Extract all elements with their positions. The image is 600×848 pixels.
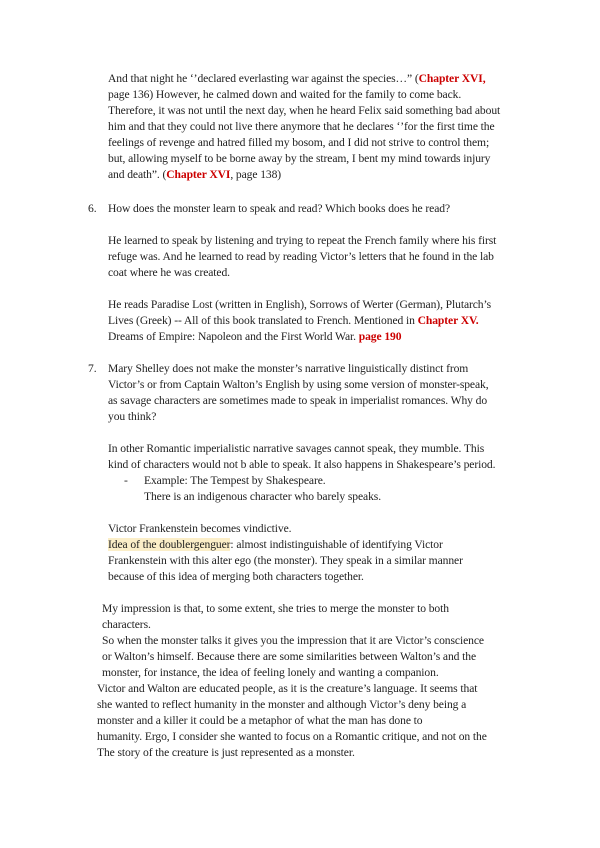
q7-question-line2: Victor’s or from Captain Walton’s English by using some version of monster-speak, bbox=[108, 378, 489, 391]
para1-line3: Therefore, it was not until the next day, when he heard Felix said something bad about bbox=[108, 104, 501, 117]
impression-line10: The story of the creature is just represented as a monster. bbox=[97, 746, 355, 759]
q7-example-line: Example: The Tempest by Shakespeare. bbox=[144, 474, 326, 487]
q7-doppelganger-text: : almost indistinguishable of identifying Victor bbox=[230, 538, 443, 551]
chapter-ref: Chapter XVI bbox=[166, 168, 231, 181]
q6-books-line2 bbox=[108, 313, 479, 328]
para1-line7 bbox=[108, 167, 281, 182]
chapter-ref: Chapter XV. bbox=[417, 314, 479, 327]
q7-question-line1: Mary Shelley does not make the monster’s narrative linguistically distinct from bbox=[108, 362, 469, 375]
highlighted-text: Idea of the doublergenguer bbox=[108, 538, 231, 551]
para1-line6: but, allowing myself to be borne away by the stream, I bent my mind towards injury bbox=[108, 152, 491, 165]
q7-doppelganger-line bbox=[108, 537, 443, 552]
q6-question: How does the monster learn to speak and read? Which books does he read? bbox=[108, 202, 450, 215]
impression-line8: monster and a killer it could be a metaphor of what the man has done to bbox=[97, 714, 423, 727]
q6-books-line3 bbox=[108, 329, 401, 344]
q6-books-line1: He reads Paradise Lost (written in English), Sorrows of Werter (German), Plutarch’s bbox=[108, 298, 492, 311]
q6-books-line2-text: Lives (Greek) -- All of this book translated to French. Mentioned in bbox=[108, 314, 418, 327]
impression-line1: My impression is that, to some extent, she tries to merge the monster to both bbox=[102, 602, 449, 615]
impression-line5: monster, for instance, the idea of feeling lonely and wanting a companion. bbox=[102, 666, 439, 679]
q7-merging-line: because of this idea of merging both characters together. bbox=[108, 570, 364, 583]
q7-answer-line2: kind of characters would not b able to speak. It also happens in Shakespeare’s period. bbox=[108, 458, 496, 471]
q7-number: 7. bbox=[88, 362, 97, 375]
impression-line3: So when the monster talks it gives you the impression that it are Victor’s conscience bbox=[102, 634, 484, 647]
para1-line7-text: and death”. ( bbox=[108, 168, 167, 181]
para1-line4: him and that they could not live there anymore that he declares ‘’for the first time the bbox=[108, 120, 495, 133]
q6-answer-line2: refuge was. And he learned to read by reading Victor’s letters that he found in the lab bbox=[108, 250, 494, 263]
q6-books-line3-text: Dreams of Empire: Napoleon and the First World War. bbox=[108, 330, 359, 343]
q7-alter-ego-line: Frankenstein with this alter ego (the monster). They speak in a similar manner bbox=[108, 554, 463, 567]
impression-line2: characters. bbox=[102, 618, 151, 631]
impression-line9: humanity. Ergo, I consider she wanted to focus on a Romantic critique, and not on the bbox=[97, 730, 487, 743]
q7-question-line4: you think? bbox=[108, 410, 157, 423]
page-ref: page 190 bbox=[358, 330, 402, 343]
para1-line5: feelings of revenge and hatred filled my bosom, and I did not strive to control them; bbox=[108, 136, 490, 149]
impression-line4: or Walton’s himself. Because there are some similarities between Walton’s and the bbox=[102, 650, 477, 663]
impression-line7: she wanted to reflect humanity in the monster and although Victor’s deny being a bbox=[97, 698, 467, 711]
chapter-ref: Chapter XVI, bbox=[418, 72, 486, 85]
para1-line1 bbox=[108, 71, 486, 86]
q6-number: 6. bbox=[88, 202, 97, 215]
para1-line2: page 136) However, he calmed down and waited for the family to come back. bbox=[108, 88, 462, 101]
q7-vindictive-line: Victor Frankenstein becomes vindictive. bbox=[108, 522, 292, 535]
impression-line6: Victor and Walton are educated people, as it is the creature’s language. It seems that bbox=[97, 682, 478, 695]
q7-indigenous-line: There is an indigenous character who barely speaks. bbox=[144, 490, 381, 503]
q7-answer-line1: In other Romantic imperialistic narrative savages cannot speak, they mumble. This bbox=[108, 442, 485, 455]
para1-line1-text: And that night he ‘’declared everlasting war against the species…” ( bbox=[108, 72, 419, 85]
para1-line7-end: , page 138) bbox=[230, 168, 282, 181]
q6-answer-line1: He learned to speak by listening and trying to repeat the French family where his first bbox=[108, 234, 497, 247]
q7-question-line3: as savage characters are sometimes made to speak in imperialist romances. Why do bbox=[108, 394, 488, 407]
bullet-dash: - bbox=[124, 474, 128, 487]
q6-answer-line3: coat where he was created. bbox=[108, 266, 230, 279]
